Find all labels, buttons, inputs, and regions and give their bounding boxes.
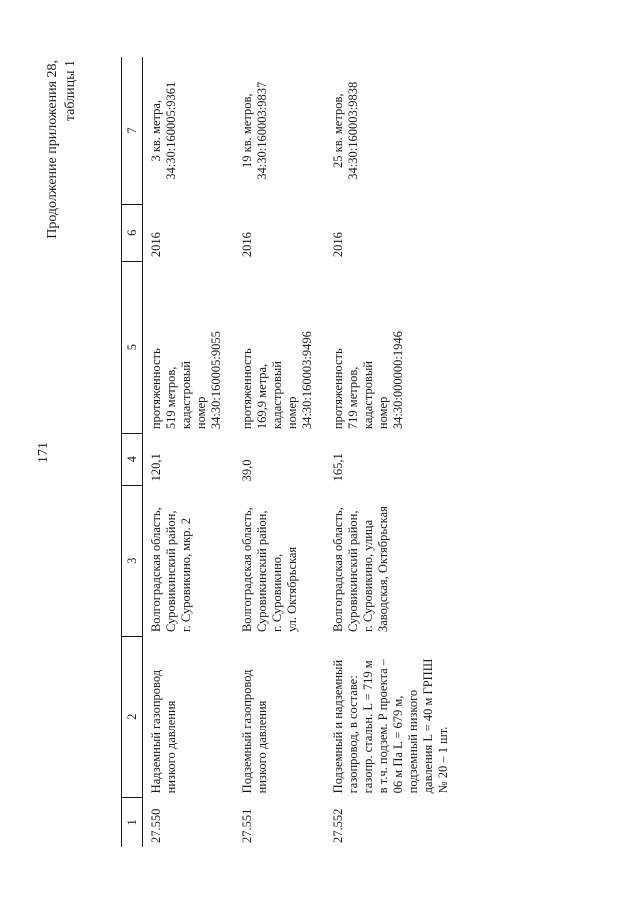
object-year: 2016 [149, 232, 163, 258]
header-col-5: 5 [122, 261, 143, 433]
row-number: 27.551 [240, 808, 254, 843]
land-plot: 25 кв. метров, 34:30:160003:9838 [331, 81, 360, 180]
table-row [143, 57, 235, 847]
registry-table [121, 57, 461, 847]
object-value: 120,1 [149, 453, 163, 482]
object-year: 2016 [331, 232, 345, 258]
object-name: Подземный и надземный газопровод, в составе: газопр. стальн. L = 719 м в т.ч. подзем. Р проекта – 06 м Па L = 679 м, подземный низкого давления L = 40 м ГРПШ № 20 – 1 шт. [331, 658, 450, 794]
continuation-line-1: Продолжение приложения 28, [45, 60, 60, 239]
object-characteristics: протяженность 169,9 метра, кадастровый номер 34:30:160003:9496 [240, 331, 314, 430]
object-address: Волгоградская область, Суровикинский район, г. Суровикино, мкр. 2 [149, 507, 193, 633]
row-number: 27.550 [149, 808, 163, 843]
continuation-heading [44, 60, 80, 239]
continuation-line-2: таблицы 1 [63, 60, 78, 122]
table-row [234, 57, 325, 847]
object-name: Надземный газопровод низкого давления [149, 669, 178, 794]
object-value: 39,0 [240, 459, 254, 482]
land-plot: 3 кв. метра, 34:30:160005:9361 [149, 81, 178, 180]
header-row [122, 57, 143, 847]
row-number: 27.552 [331, 808, 345, 843]
object-address: Волгоградская область, Суровикинский район, г. Суровикино, улица Заводская, Октябрьская [331, 506, 390, 633]
header-col-3: 3 [122, 485, 143, 636]
header-col-6: 6 [122, 204, 143, 261]
table-row [325, 57, 461, 847]
object-name: Подземный газопровод низкого давления [240, 669, 269, 794]
object-characteristics: протяженность 519 метров, кадастровый номер 34:30:160005:9055 [149, 331, 223, 430]
land-plot: 19 кв. метров, 34:30:160003:9837 [240, 81, 269, 180]
object-year: 2016 [240, 232, 254, 258]
header-col-2: 2 [122, 636, 143, 797]
object-characteristics: протяженность 719 метров, кадастровый номер 34:30:000000:1946 [331, 331, 405, 430]
object-address: Волгоградская область, Суровикинский район, г. Суровикино, ул. Октябрьская [240, 507, 299, 633]
header-col-7: 7 [122, 57, 143, 204]
header-col-1: 1 [122, 797, 143, 847]
page-number: 171 [36, 442, 51, 463]
object-value: 165,1 [331, 453, 345, 482]
header-col-4: 4 [122, 433, 143, 485]
